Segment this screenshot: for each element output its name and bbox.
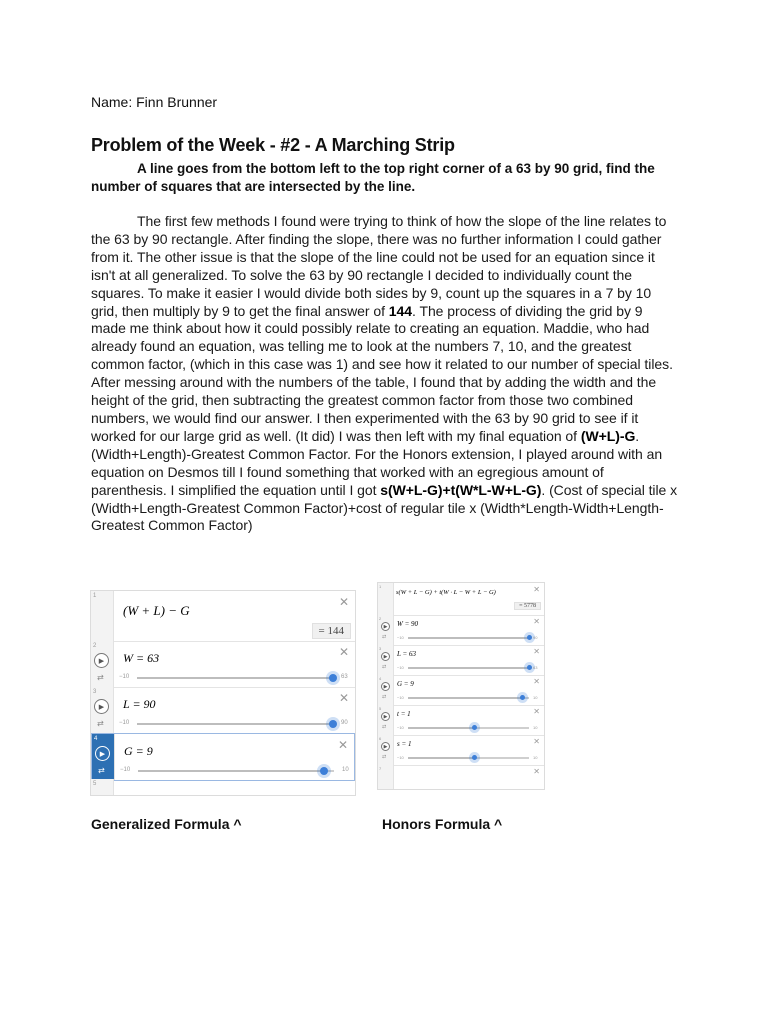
slider-track[interactable] <box>137 677 333 679</box>
row-index: 3 <box>379 646 382 651</box>
slider-min: −10 <box>397 725 404 730</box>
cycle-icon[interactable]: ⇄ <box>382 694 387 700</box>
slider-row-s[interactable] <box>378 735 544 766</box>
slider-row-t[interactable] <box>378 705 544 736</box>
close-icon[interactable]: ✕ <box>533 767 540 776</box>
generalized-formula-caption: Generalized Formula ^ <box>91 816 242 832</box>
expression-text: G = 9 <box>397 680 414 688</box>
slider-row-w[interactable] <box>91 641 355 688</box>
final-answer: 144 <box>388 302 413 319</box>
slider-min: −10 <box>397 695 404 700</box>
row-index: 4 <box>379 676 382 681</box>
expression-result: = 5778 <box>514 602 541 610</box>
cycle-icon[interactable]: ⇄ <box>382 664 387 670</box>
cycle-icon[interactable]: ⇄ <box>382 724 387 730</box>
close-icon[interactable]: ✕ <box>338 645 349 659</box>
slider-thumb[interactable] <box>329 720 337 728</box>
slider-min: −10 <box>120 767 131 773</box>
close-icon[interactable]: ✕ <box>338 595 349 609</box>
slider-track[interactable] <box>408 757 529 759</box>
row-index: 4 <box>94 736 98 742</box>
row-index: 6 <box>379 736 382 741</box>
slider-thumb[interactable] <box>472 755 477 760</box>
cycle-icon[interactable]: ⇄ <box>382 754 387 760</box>
slider-row-l[interactable] <box>91 687 355 734</box>
empty-expression-row[interactable] <box>378 765 544 789</box>
problem-statement: A line goes from the bottom left to the top right corner of a 63 by 90 grid, find the number of squares that are intersected by the line. <box>91 161 655 194</box>
honors-equation: s(W+L-G)+t(W*L-W+L-G) <box>380 481 542 498</box>
row-index: 2 <box>379 616 382 621</box>
slider-track[interactable] <box>137 723 333 725</box>
honors-formula-caption: Honors Formula ^ <box>382 816 503 832</box>
slider-thumb[interactable] <box>320 767 328 775</box>
slider-thumb[interactable] <box>520 695 525 700</box>
play-icon[interactable]: ▶ <box>381 652 390 661</box>
expression-text: L = 90 <box>123 697 156 711</box>
row-index: 5 <box>379 706 382 711</box>
row-index: 1 <box>379 584 382 589</box>
expression-result: = 144 <box>312 623 351 639</box>
slider-min: −10 <box>397 635 404 640</box>
slider-row-l[interactable] <box>378 645 544 676</box>
close-icon[interactable]: ✕ <box>533 677 540 686</box>
slider-max: 90 <box>341 720 348 726</box>
play-icon[interactable]: ▶ <box>381 682 390 691</box>
expression-row[interactable] <box>378 583 544 616</box>
close-icon[interactable]: ✕ <box>337 738 348 752</box>
honors-formula-desmos <box>377 582 545 790</box>
generalized-formula-desmos <box>90 590 356 796</box>
final-equation: (W+L)-G <box>580 427 636 444</box>
expression-text: s = 1 <box>397 740 412 748</box>
slider-max: 10 <box>342 767 349 773</box>
slider-min: −10 <box>397 665 404 670</box>
close-icon[interactable]: ✕ <box>533 617 540 626</box>
slider-max: 10 <box>533 755 538 760</box>
slider-row-g[interactable] <box>378 675 544 706</box>
cycle-icon[interactable]: ⇄ <box>97 673 104 682</box>
row-index: 5 <box>93 781 97 787</box>
close-icon[interactable]: ✕ <box>533 707 540 716</box>
slider-max: 90 <box>533 635 538 640</box>
close-icon[interactable]: ✕ <box>533 647 540 656</box>
expression-text: G = 9 <box>124 744 153 758</box>
expression-text: W = 90 <box>397 620 419 628</box>
expression-text: W = 63 <box>123 651 160 665</box>
play-icon[interactable]: ▶ <box>381 742 390 751</box>
slider-row-g[interactable] <box>91 733 355 781</box>
text-segment: . (Cost of special tile x (Width+Length-Greatest Common Factor)+cost of regular tile x (Width*Length-Width+Length-Greatest Common Factor) <box>91 481 678 534</box>
student-name: Name: Finn Brunner <box>91 94 218 110</box>
slider-max: 10 <box>533 725 538 730</box>
expression-row[interactable] <box>91 591 355 642</box>
close-icon[interactable]: ✕ <box>533 585 540 594</box>
slider-min: −10 <box>397 755 404 760</box>
text-segment: . The process of dividing the grid by 9 made me think about how it could possibly relate to creating an equation. Maddie, who had already found an equation, was telling me to look at the numbers 7, 10, and the greatest common factor, (which in this case was 1) and see how it related to our number of special tiles. After messing around with the numbers of the table, I found that by adding the width and the height of the grid, then subtracting the greatest common factor from those two combined numbers, we would find our answer. I then experimented with the 63 by 90 grid to see if it worked for our large grid as well. (It did) I was then left with my final equation of <box>91 302 673 444</box>
row-index: 7 <box>379 766 382 771</box>
close-icon[interactable]: ✕ <box>533 737 540 746</box>
slider-thumb[interactable] <box>527 665 532 670</box>
cycle-icon[interactable]: ⇄ <box>382 634 387 640</box>
page-title: Problem of the Week - #2 - A Marching Strip <box>91 135 455 155</box>
expression-text: t = 1 <box>397 710 411 718</box>
slider-track[interactable] <box>408 727 529 729</box>
play-icon[interactable]: ▶ <box>94 653 109 668</box>
slider-thumb[interactable] <box>527 635 532 640</box>
slider-max: 63 <box>341 674 348 680</box>
empty-expression-row[interactable] <box>91 779 355 795</box>
slider-min: −10 <box>119 720 130 726</box>
play-icon[interactable]: ▶ <box>381 622 390 631</box>
slider-track[interactable] <box>138 770 334 772</box>
slider-min: −10 <box>119 674 130 680</box>
slider-track[interactable] <box>408 697 529 699</box>
row-index: 2 <box>93 643 97 649</box>
text-segment: The first few methods I found were trying to think of how the slope of the line relates to the 63 by 90 rectangle. After finding the slope, there was no further information I could gather from it. The other issue is that the slope of the line could not be used for an equation since it isn't at all generalized. To solve the 63 by 90 rectangle I decided to individually count the squares. To make it easier I would divide both sides by 9, count up the squares in a 7 by 10 grid, then multiply by 9 to get the final answer of <box>91 213 667 319</box>
explanation-paragraph <box>91 213 679 535</box>
slider-row-w[interactable] <box>378 615 544 646</box>
expression-text: s(W + L − G) + t(W · L − W + L − G) <box>396 589 496 596</box>
expression-text: L = 63 <box>397 650 416 658</box>
slider-track[interactable] <box>408 637 529 639</box>
slider-thumb[interactable] <box>472 725 477 730</box>
cycle-icon[interactable]: ⇄ <box>97 719 104 728</box>
row-index: 1 <box>93 593 97 599</box>
slider-track[interactable] <box>408 667 529 669</box>
play-icon[interactable]: ▶ <box>94 699 109 714</box>
row-index: 3 <box>93 689 97 695</box>
play-icon[interactable]: ▶ <box>95 746 110 761</box>
close-icon[interactable]: ✕ <box>338 691 349 705</box>
cycle-icon[interactable]: ⇄ <box>98 766 105 775</box>
slider-max: 63 <box>533 665 538 670</box>
expression-text: (W + L) − G <box>123 603 190 618</box>
text-segment: . (Width+Length)-Greatest Common Factor. For the Honors extension, I played around with an equation on Desmos till I found something that worked with an egregious amount of parenthesis. I simplified the equation until I got <box>91 427 663 498</box>
slider-thumb[interactable] <box>329 674 337 682</box>
slider-max: 10 <box>533 695 538 700</box>
play-icon[interactable]: ▶ <box>381 712 390 721</box>
